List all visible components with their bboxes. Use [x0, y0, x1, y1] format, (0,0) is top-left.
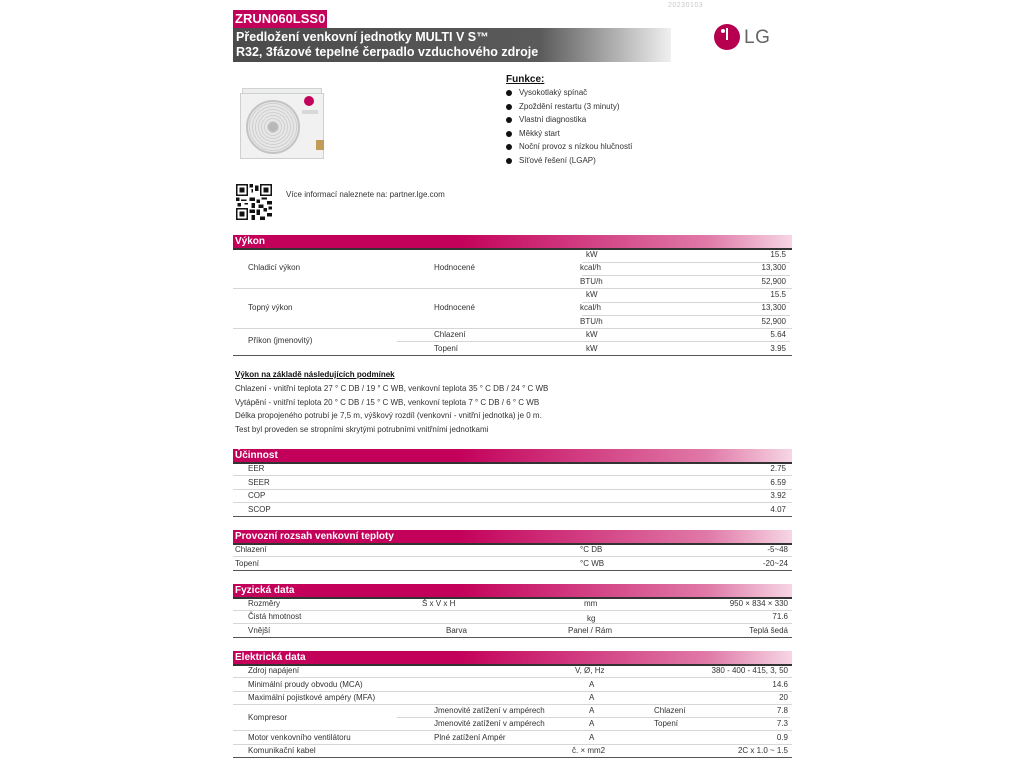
feature-item: Vlastní diagnostika [506, 115, 632, 129]
value-cell: 52,900 [761, 277, 786, 286]
title-line-2: R32, 3fázové tepelné čerpadlo vzduchového zdroje [236, 45, 539, 59]
compressor-label: Kompresor [248, 713, 288, 722]
electrical-value: 7.8 [776, 706, 788, 715]
conditions-title: Výkon na základě následujících podmínek [235, 370, 395, 379]
efficiency-value: 2.75 [770, 464, 786, 473]
electrical-label: Minimální proudy obvodu (MCA) [248, 680, 363, 689]
bullet-icon [506, 144, 512, 150]
section-electrical-header: Elektrická data [233, 651, 792, 664]
feature-item: Zpoždění restartu (3 minuty) [506, 102, 632, 116]
physical-sub: Š x V x H [422, 599, 456, 608]
electrical-unit: A [589, 693, 595, 702]
unit-cell: BTU/h [580, 317, 603, 326]
range-mode: Topení [235, 559, 260, 568]
efficiency-value: 3.92 [770, 491, 786, 500]
range-unit: °C DB [580, 545, 603, 554]
physical-sub: Barva [446, 626, 467, 635]
value-cell: 15.5 [770, 250, 786, 259]
cooling-capacity-label: Chladicí výkon [248, 263, 301, 272]
value-cell: 13,300 [761, 303, 786, 312]
feature-item: Vysokotlaký spínač [506, 88, 632, 102]
feature-item: Měkký start [506, 129, 632, 143]
efficiency-label: COP [248, 491, 266, 500]
efficiency-label: SEER [248, 478, 270, 487]
physical-unit: mm [584, 599, 598, 608]
condition-line: Vytápění - vnitřní teplota 20 ° C DB / 15 ° C WB, venkovní teplota 7 ° C DB / 6 ° C WB [235, 398, 540, 407]
heating-capacity-label: Topný výkon [248, 303, 293, 312]
physical-label: Čistá hmotnost [248, 612, 302, 621]
compressor-mode: Topení [654, 719, 679, 728]
section-efficiency-header: Účinnost [233, 449, 792, 462]
unit-cell: kcal/h [580, 303, 601, 312]
electrical-value: 14.6 [772, 680, 788, 689]
bullet-icon [506, 158, 512, 164]
unit-cell: kW [586, 290, 598, 299]
physical-value: Teplá šedá [749, 626, 788, 635]
physical-unit: Panel / Rám [568, 626, 613, 635]
efficiency-value: 6.59 [770, 478, 786, 487]
section-performance-header: Výkon [233, 235, 792, 248]
bullet-icon [506, 131, 512, 137]
compressor-sub: Jmenovité zatížení v ampérech [434, 706, 545, 715]
mode-cell: Topení [434, 344, 459, 353]
document-code: 20230103 [668, 2, 704, 9]
lg-brand-text: LG [744, 27, 771, 48]
unit-cell: kW [586, 344, 598, 353]
efficiency-value: 4.07 [770, 505, 786, 514]
power-input-label: Příkon (jmenovitý) [248, 336, 313, 345]
section-physical-header: Fyzická data [233, 584, 792, 597]
electrical-value: 2C x 1.0 ~ 1.5 [737, 746, 788, 755]
range-value: -20~24 [762, 559, 788, 568]
physical-value: 950 × 834 × 330 [729, 599, 788, 608]
electrical-value: 380 - 400 - 415, 3, 50 [711, 666, 788, 675]
heating-rating: Hodnocené [434, 303, 475, 312]
electrical-unit: A [589, 733, 595, 742]
spec-sheet-page [222, 0, 802, 768]
compressor-sub: Jmenovité zatížení v ampérech [434, 719, 545, 728]
cooling-rating: Hodnocené [434, 263, 475, 272]
model-code: ZRUN060LSS0 [235, 11, 326, 26]
more-info-link-text[interactable]: Více informací naleznete na: partner.lge.com [286, 190, 445, 199]
value-cell: 5.64 [770, 330, 786, 339]
physical-value: 71.6 [772, 612, 788, 621]
value-cell: 3.95 [770, 344, 786, 353]
unit-logo-badge [304, 96, 314, 106]
electrical-sub: Plné zatížení Ampér [434, 733, 506, 742]
electrical-unit: A [589, 719, 595, 728]
value-cell: 13,300 [761, 263, 786, 272]
physical-label: Vnější [248, 626, 271, 635]
range-mode: Chlazení [235, 545, 267, 554]
electrical-unit: č. × mm2 [572, 746, 606, 755]
unit-cell: kW [586, 330, 598, 339]
range-unit: °C WB [580, 559, 605, 568]
electrical-label: Maximální pojistkové ampéry (MFA) [248, 693, 376, 702]
electrical-unit: A [589, 706, 595, 715]
qr-code-icon[interactable] [236, 184, 272, 220]
electrical-label: Motor venkovního ventilátoru [248, 733, 351, 742]
physical-label: Rozměry [248, 599, 281, 608]
bullet-icon [506, 117, 512, 123]
electrical-value: 7.3 [776, 719, 788, 728]
electrical-value: 0.9 [776, 733, 788, 742]
condition-line: Chlazení - vnitřní teplota 27 ° C DB / 19 ° C WB, venkovní teplota 35 ° C DB / 24 ° C WB [235, 384, 549, 393]
compressor-mode: Chlazení [654, 706, 686, 715]
electrical-value: 20 [779, 693, 788, 702]
features-title: Funkce: [506, 74, 545, 85]
bullet-icon [506, 90, 512, 96]
unit-cell: kW [586, 250, 598, 259]
features-list [506, 88, 632, 169]
condition-line: Test byl proveden se stropními skrytými potrubními vnitřními jednotkami [235, 425, 489, 434]
electrical-unit: V, Ø, Hz [575, 666, 605, 675]
efficiency-label: EER [248, 464, 265, 473]
electrical-label: Komunikační kabel [248, 746, 316, 755]
unit-cell: BTU/h [580, 277, 603, 286]
lg-logo [714, 24, 774, 52]
condition-line: Délka propojeného potrubí je 7,5 m, výškový rozdíl (venkovní - vnitřní jednotka) je 0 m. [235, 411, 542, 420]
value-cell: 52,900 [761, 317, 786, 326]
electrical-label: Zdroj napájení [248, 666, 300, 675]
unit-cell: kcal/h [580, 263, 601, 272]
lg-face-icon [714, 24, 740, 50]
value-cell: 15.5 [770, 290, 786, 299]
feature-item: Síťové řešení (LGAP) [506, 156, 632, 170]
physical-unit: kg [587, 614, 596, 623]
outdoor-unit-image [240, 88, 326, 166]
electrical-unit: A [589, 680, 595, 689]
mode-cell: Chlazení [434, 330, 466, 339]
feature-item: Noční provoz s nízkou hlučností [506, 142, 632, 156]
bullet-icon [506, 104, 512, 110]
section-operating-range-header: Provozní rozsah venkovní teploty [233, 530, 792, 543]
range-value: -5~48 [767, 545, 788, 554]
title-line-1: Předložení venkovní jednotky MULTI V S™ [236, 30, 489, 44]
efficiency-label: SCOP [248, 505, 271, 514]
